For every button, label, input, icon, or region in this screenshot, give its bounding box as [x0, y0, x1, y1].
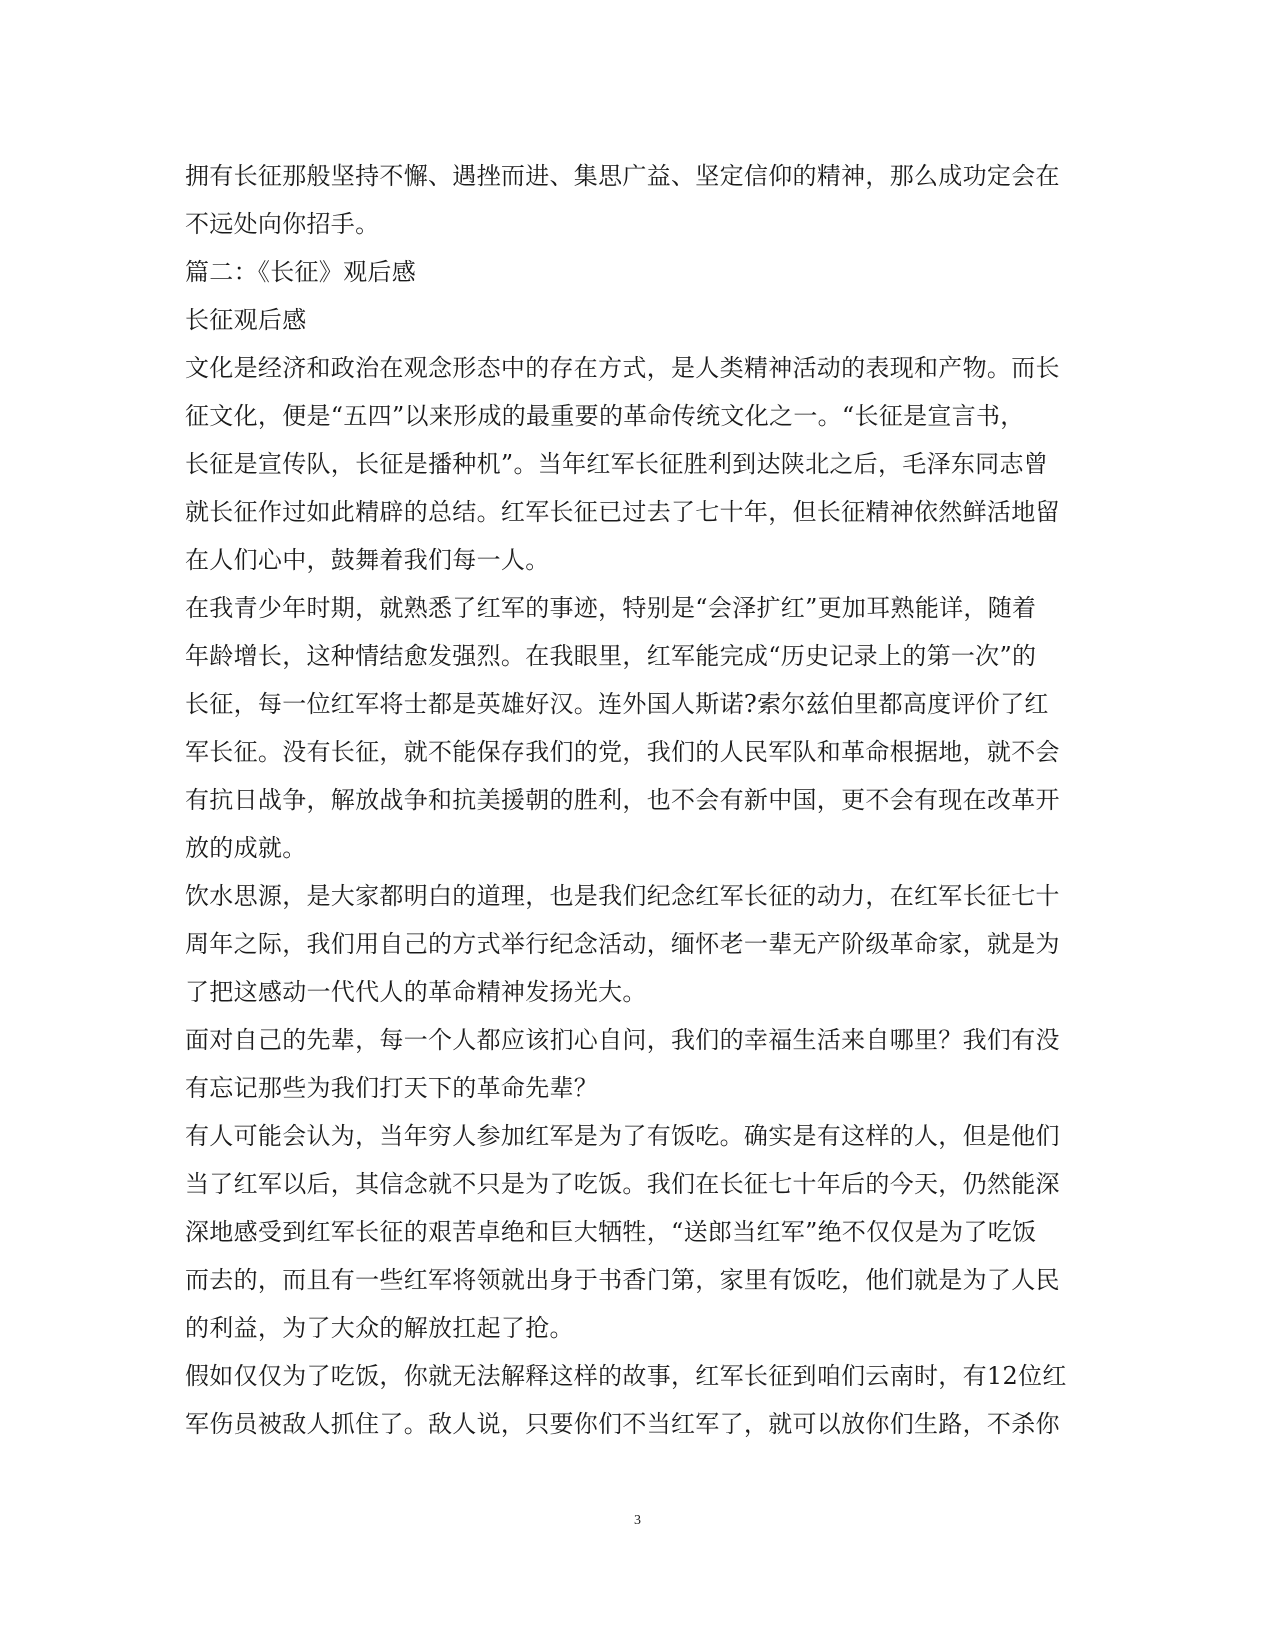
section-heading: 篇二：《长征》观后感 [185, 258, 416, 286]
text-line: 有忘记那些为我们打天下的革命先辈？ [185, 1074, 599, 1102]
text-line: 在人们心中，鼓舞着我们每一人。 [185, 546, 550, 574]
text-line: 当了红军以后，其信念就不只是为了吃饭。我们在长征七十年后的今天，仍然能深 [185, 1170, 1060, 1198]
text-line: 不远处向你招手。 [185, 210, 380, 238]
body-text [185, 152, 1085, 1448]
text-line: 军长征。没有长征，就不能保存我们的党，我们的人民军队和革命根据地，就不会 [185, 738, 1060, 766]
text-line: 征文化，便是“五四”以来形成的最重要的革命传统文化之一。“长征是宣言书， [185, 402, 1025, 430]
text-line: 在我青少年时期，就熟悉了红军的事迹，特别是“会泽扩红”更加耳熟能详，随着 [185, 594, 1037, 622]
text-line: 有人可能会认为，当年穷人参加红军是为了有饭吃。确实是有这样的人，但是他们 [185, 1122, 1060, 1150]
text-line: 深地感受到红军长征的艰苦卓绝和巨大牺牲，“送郎当红军”绝不仅仅是为了吃饭 [185, 1218, 1037, 1246]
page-number: 3 [634, 1513, 641, 1528]
article-title: 长征观后感 [185, 306, 307, 334]
text-line: 假如仅仅为了吃饭，你就无法解释这样的故事，红军长征到咱们云南时，有12位红 [185, 1362, 1067, 1390]
text-line: 面对自己的先辈，每一个人都应该扪心自问，我们的幸福生活来自哪里？我们有没 [185, 1026, 1060, 1054]
text-line: 军伤员被敌人抓住了。敌人说，只要你们不当红军了，就可以放你们生路，不杀你 [185, 1410, 1060, 1438]
text-line: 周年之际，我们用自己的方式举行纪念活动，缅怀老一辈无产阶级革命家，就是为 [185, 930, 1060, 958]
text-line: 文化是经济和政治在观念形态中的存在方式，是人类精神活动的表现和产物。而长 [185, 354, 1060, 382]
text-line: 就长征作过如此精辟的总结。红军长征已过去了七十年，但长征精神依然鲜活地留 [185, 498, 1060, 526]
text-line: 的利益，为了大众的解放扛起了抢。 [185, 1314, 574, 1342]
text-line: 饮水思源，是大家都明白的道理，也是我们纪念红军长征的动力，在红军长征七十 [185, 882, 1060, 910]
text-line: 长征是宣传队，长征是播种机”。当年红军长征胜利到达陕北之后，毛泽东同志曾 [185, 450, 1049, 478]
text-line: 年龄增长，这种情结愈发强烈。在我眼里，红军能完成“历史记录上的第一次”的 [185, 642, 1037, 670]
text-line: 拥有长征那般坚持不懈、遇挫而进、集思广益、坚定信仰的精神，那么成功定会在 [185, 162, 1060, 190]
text-line: 放的成就。 [185, 834, 307, 862]
text-line: 而去的，而且有一些红军将领就出身于书香门第，家里有饭吃，他们就是为了人民 [185, 1266, 1060, 1294]
text-line: 了把这感动一代代人的革命精神发扬光大。 [185, 978, 647, 1006]
text-line: 有抗日战争，解放战争和抗美援朝的胜利，也不会有新中国，更不会有现在改革开 [185, 786, 1060, 814]
text-line: 长征，每一位红军将士都是英雄好汉。连外国人斯诺?索尔兹伯里都高度评价了红 [185, 690, 1049, 718]
